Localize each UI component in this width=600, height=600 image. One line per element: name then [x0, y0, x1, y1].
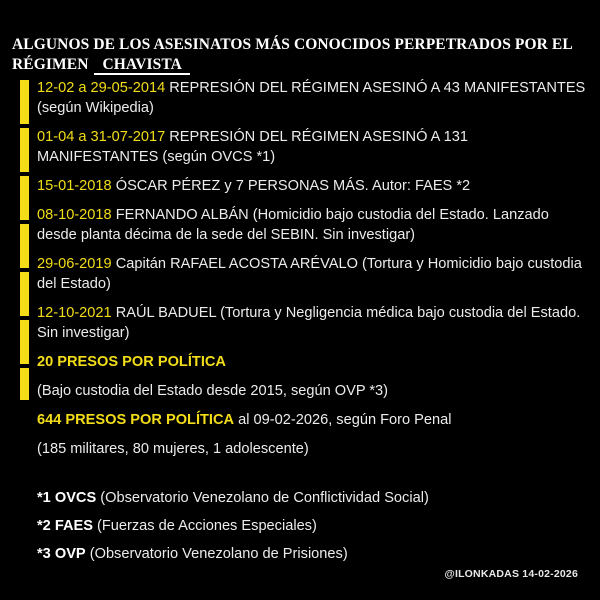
- entry-text: ÓSCAR PÉREZ y 7 PERSONAS MÁS. Autor: FAES *2: [115, 178, 471, 194]
- entry-date: 12-02 a 29-05-2014: [37, 80, 166, 96]
- entry-date: 15-01-2018: [37, 178, 112, 194]
- prisoners-source-2: al 09-02-2026, según Foro Penal: [234, 412, 452, 428]
- entry-text: Capitán RAFAEL ACOSTA ARÉVALO (Tortura y Homicidio bajo custodia del Estado): [37, 256, 582, 292]
- footnote-text: (Observatorio Venezolano de Prisiones): [85, 546, 348, 562]
- entry-2014: [37, 78, 592, 118]
- entry-date: 12-10-2021: [37, 305, 112, 321]
- entry-2019: [37, 254, 592, 294]
- footnote-text: (Fuerzas de Acciones Especiales): [92, 518, 317, 534]
- entry-2018-alban: [37, 205, 592, 245]
- footnote-key: *2 FAES: [37, 518, 93, 534]
- entry-date: 08-10-2018: [37, 207, 112, 223]
- entries-list: [37, 78, 592, 468]
- prisoners-count-2: 644 PRESOS POR POLÍTICA: [37, 412, 235, 428]
- entry-2017: [37, 127, 592, 167]
- entry-text: REPRESIÓN DEL RÉGIMEN ASESINÓ A 43 MANIFESTANTES (según Wikipedia): [37, 80, 586, 116]
- footnote-text: (Observatorio Venezolano de Conflictividad Social): [96, 490, 429, 506]
- entry-2021: [37, 303, 592, 343]
- prisoners-detail-1: (Bajo custodia del Estado desde 2015, según OVP *3): [37, 383, 389, 399]
- prisoners-headline-2: [37, 410, 592, 430]
- title-main: ALGUNOS DE LOS ASESINATOS MÁS CONOCIDOS PERPETRADOS POR EL RÉGIMEN: [12, 36, 572, 73]
- prisoners-headline-1: [37, 352, 592, 372]
- entry-date: 29-06-2019: [37, 256, 112, 272]
- entry-date: 01-04 a 31-07-2017: [37, 129, 166, 145]
- page-title: [12, 35, 592, 75]
- author-signature: @ILONKADAS 14-02-2026: [444, 568, 578, 580]
- footnote-key: *1 OVCS: [37, 490, 97, 506]
- entry-text: FERNANDO ALBÁN (Homicidio bajo custodia del Estado. Lanzado desde planta décima de la sede del SEBIN. Sin investigar): [37, 207, 549, 243]
- footnote-key: *3 OVP: [37, 546, 86, 562]
- prisoners-count-1: 20 PRESOS POR POLÍTICA: [37, 354, 226, 370]
- yellow-side-bar: [20, 80, 29, 400]
- footnotes: [37, 488, 592, 572]
- entry-text: REPRESIÓN DEL RÉGIMEN ASESINÓ A 131 MANIFESTANTES (según OVCS *1): [37, 129, 469, 165]
- entry-text: RAÚL BADUEL (Tortura y Negligencia médica bajo custodia del Estado. Sin investigar): [37, 305, 581, 341]
- entry-2018-perez: [37, 176, 592, 196]
- prisoners-detail-2: (185 militares, 80 mujeres, 1 adolescente): [37, 441, 309, 457]
- footnote: [37, 516, 592, 536]
- title-highlight: CHAVISTA: [94, 57, 189, 75]
- footnote: [37, 488, 592, 508]
- footnote: [37, 544, 592, 564]
